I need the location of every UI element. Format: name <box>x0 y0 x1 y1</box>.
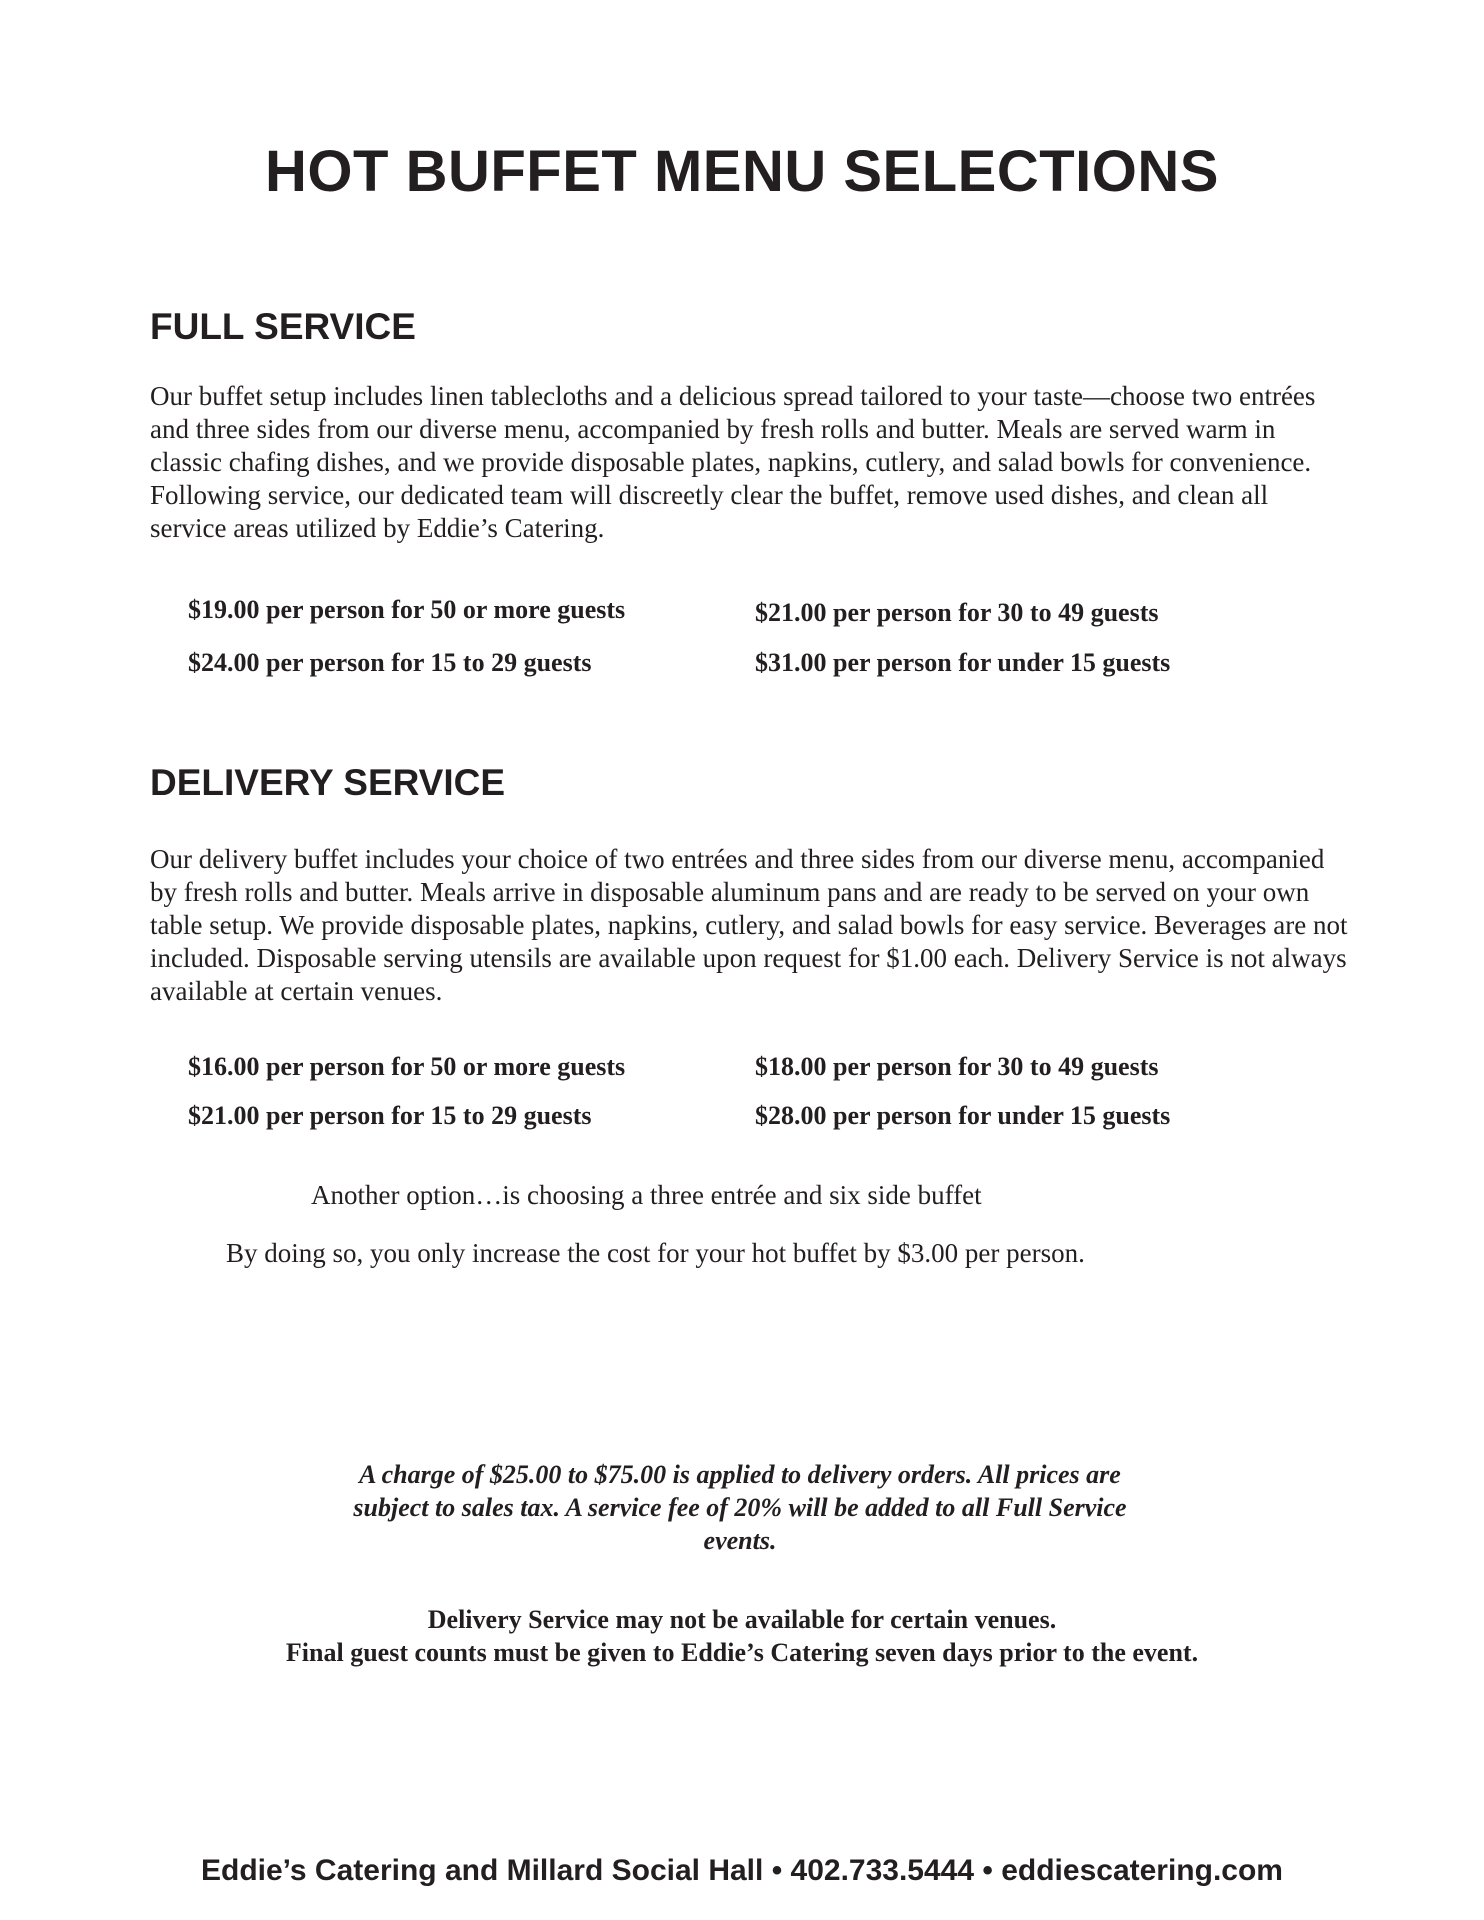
full-service-price-30-49: $21.00 per person for 30 to 49 guests <box>755 598 1159 627</box>
delivery-price-under-15: $28.00 per person for under 15 guests <box>755 1101 1171 1130</box>
guest-count-note: Final guest counts must be given to Eddie’s Catering seven days prior to the event. <box>285 1638 1199 1667</box>
full-service-description: Our buffet setup includes linen tablecloths and a delicious spread tailored to your taste—choose two entrées and three sides from our diverse menu, accompanied by fresh rolls and butter. Meals are served warm in classic chafing dishes, and we provide disposable plates, napkins, cutlery, and salad bowls for convenience. Following service, our dedicated team will discreetly clear the buffet, remove used dishes, and clean all service areas utilized by Eddie’s Catering. <box>150 381 1316 543</box>
delivery-price-15-29: $21.00 per person for 15 to 29 guests <box>188 1101 592 1130</box>
another-option-line: Another option…is choosing a three entrée and six side buffet <box>311 1180 982 1210</box>
full-service-price-under-15: $31.00 per person for under 15 guests <box>755 648 1171 677</box>
charge-note: A charge of $25.00 to $75.00 is applied to delivery orders. All prices are subject to sales tax. A service fee of 20% will be added to all Full Service events. <box>353 1460 1127 1555</box>
delivery-service-description: Our delivery buffet includes your choice of two entrées and three sides from our diverse menu, accompanied by fresh rolls and butter. Meals arrive in disposable aluminum pans and are ready to be served on your own table setup. We provide disposable plates, napkins, cutlery, and salad bowls for easy service. Beverages are not included. Disposable serving utensils are available upon request for $1.00 each. Delivery Service is not always available at certain venues. <box>150 844 1348 1006</box>
full-service-price-50-plus: $19.00 per person for 50 or more guests <box>188 595 626 624</box>
delivery-availability-note: Delivery Service may not be available for certain venues. <box>427 1605 1057 1634</box>
price-increase-line: By doing so, you only increase the cost for your hot buffet by $3.00 per person. <box>226 1238 1085 1268</box>
delivery-price-50-plus: $16.00 per person for 50 or more guests <box>188 1052 626 1081</box>
full-service-price-15-29: $24.00 per person for 15 to 29 guests <box>188 648 592 677</box>
delivery-service-heading: DELIVERY SERVICE <box>150 762 506 803</box>
full-service-heading: FULL SERVICE <box>150 306 416 347</box>
delivery-price-30-49: $18.00 per person for 30 to 49 guests <box>755 1052 1159 1081</box>
page-title: HOT BUFFET MENU SELECTIONS <box>265 139 1219 204</box>
footer-contact: Eddie’s Catering and Millard Social Hall • 402.733.5444 • eddiescatering.com <box>201 1854 1283 1887</box>
